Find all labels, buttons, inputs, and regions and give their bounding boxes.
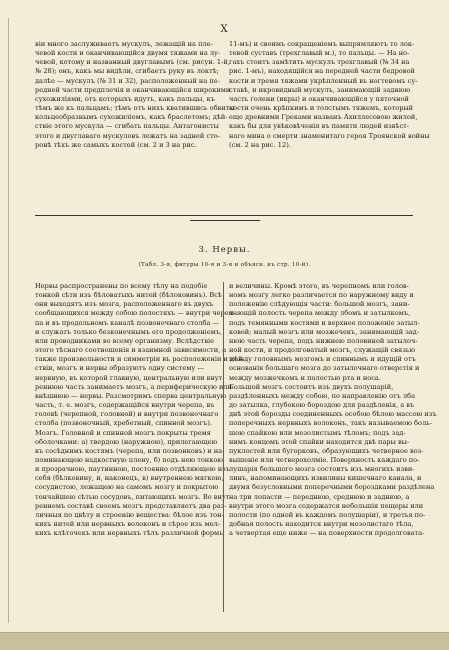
text-line: себя (бѣлковину, и, наконецъ, в) внутреннею мягкою, <box>35 474 224 483</box>
text-line: а четвертая еще ниже — на поверхности продолговата- <box>229 529 425 538</box>
text-line: кости и тремя тяжами укрѣпленный въ ногтевомъ су- <box>229 76 418 85</box>
text-line: ной кости, и продолговатый мозгъ, служащій связью <box>229 346 416 355</box>
text-line: (см. 2 на рис. 12). <box>229 140 291 149</box>
text-line: Мозгъ. Головной и спинной мозгъ покрыты тремя <box>35 428 211 437</box>
top-left-column <box>35 40 235 150</box>
text-line: раздѣленныхъ между собою, по направленію отъ лба <box>229 391 416 400</box>
text-line: головѣ (черепной, головной) и внутри позвоночнаго <box>35 410 219 419</box>
text-line: лушарія большого мозга состоитъ изъ многихъ изви- <box>229 465 415 474</box>
text-line: редней части предплечія и оканчивающійся широкими <box>35 85 231 94</box>
text-line: ронѣ тѣхъ же самыхъ костей (см. 2 и 3 на рис. <box>35 140 197 149</box>
text-line: этого тѣснаго соотношенія и взаимной зависимости, а <box>35 346 227 355</box>
text-line: поперечныхъ нервныхъ волоконъ, такъ называемою боль- <box>229 419 432 428</box>
text-line: 11-мъ) и своимъ сокращеніемъ выпрямляютъ то лок- <box>229 40 415 48</box>
text-line: между головнымъ мозгомъ и спиннымъ и идущій отъ <box>229 355 416 364</box>
text-line: сухожиліями, отъ которыхъ идутъ, какъ пальцы, къ <box>35 94 215 103</box>
text-line: ствіи, мозгъ и нервы образуютъ одну систему — <box>35 364 204 373</box>
section-title: 3. Нервы. <box>198 245 251 255</box>
text-line: какъ бы для увѣковѣченія въ памяти людей извѣст- <box>229 122 410 131</box>
text-line: часть голени (икры) и оканчивающійся у пяточной <box>229 94 409 103</box>
text-line: № 28); онъ, какъ мы видѣли, сгибаетъ руку въ локтѣ; <box>35 67 219 76</box>
text-line: подъ темянными костями и верхнее положеніе затыл- <box>229 318 420 327</box>
bottom-left-column <box>35 282 245 538</box>
section-divider-rule <box>35 215 413 216</box>
text-line: реннемъ составѣ своемъ мозгъ представляетъ два раз- <box>35 501 227 510</box>
text-line: полости (по одной въ каждомъ полушаріи), и третья по- <box>229 510 426 519</box>
text-line: реннюю часть занимаетъ мозгъ, а периферическую или <box>35 382 232 391</box>
text-line: Нервы распространены по всему тѣлу на подобіе <box>35 282 208 290</box>
text-line: віи много заслуживаетъ мускулъ, лежащій на пле- <box>35 40 213 48</box>
text-line: они выходятъ изъ мозга, расположеннаго въ двухъ <box>35 300 214 309</box>
text-line: пуклостей или бугорковъ, образующихъ четверное воз- <box>229 446 424 455</box>
text-line: тончайшею сѣтью сосудовъ, питающихъ мозгъ. Во внут- <box>35 492 232 501</box>
text-line: или проводниками во всему организму. Вслѣдствіе <box>35 336 215 345</box>
text-line: нюю часть черепа, подъ нижнею половиной затылоч- <box>229 336 418 345</box>
text-line: тѣмъ же къ пальцамъ; тѣмъ отъ нихъ кватившись обвиты <box>35 104 235 113</box>
bottom-right-column <box>229 282 437 538</box>
text-line: внутри этого мозга содержатся небольшія пещеры или <box>229 501 424 510</box>
text-line: кихъ клѣточекъ или нервныхъ тѣлъ различной формы <box>35 529 225 538</box>
page-bottom-edge <box>0 632 449 650</box>
text-line: и служатъ только безконечнымъ его продолженіемъ, <box>35 327 223 336</box>
text-line: еще древними Греками названъ Ахиллесовою жилой, <box>229 113 418 122</box>
text-line: поминающею надкостную плену, б) подъ нею тонкою <box>35 455 224 464</box>
text-line: до затылка, глубокою бороздою для раздѣленія, а въ <box>229 401 415 410</box>
text-line: нимъ концомъ этой спайки находится двѣ пары вы- <box>229 437 410 446</box>
text-line: оболочками: а) твердою (наружною), прилегающею <box>35 437 218 446</box>
text-line: кости очень крѣпкимъ и толстымъ тяжемъ, который <box>229 104 414 113</box>
text-line: положенію слѣдующія части: большой мозгъ, зани- <box>229 300 410 309</box>
text-line: чевой кости и оканчивающійся двумя тяжами на лу- <box>35 49 221 58</box>
text-line: тонкой сѣти изъ бѣловатыхъ нитей (бѣлоковинъ). Всѣ <box>35 291 222 300</box>
page-number: X <box>220 24 229 35</box>
text-line: личныя по цвѣту и строенію вещества: бѣлое изъ тон- <box>35 510 224 519</box>
text-line: внѣшнюю — нервы. Разсмотримъ сперва центральную <box>35 391 227 400</box>
text-line: основанія большаго мозга до затылочнаго отверстія и <box>229 364 420 373</box>
text-line: сосудистою, лежащею на самомъ мозгу и покрытою <box>35 483 219 492</box>
text-line: часть, т. е. мозгъ, содержащійся внутри черепа, въ <box>35 401 215 410</box>
text-line: далѣе — мускулъ (№ 31 и 32), расположенный на пе- <box>35 76 220 85</box>
text-line: чевой, котому и названный двуглавымъ (см. рисун. 1-й, <box>35 58 230 67</box>
text-line: вышеніе или четверохолміе. Поверхность каждаго по- <box>229 455 420 464</box>
text-line: шою спайкою или мозолистымъ тѣломъ; подъ зад- <box>229 428 406 437</box>
text-line: этого и двуглаваго мускуловъ лежатъ на задней сто- <box>35 131 220 140</box>
text-line: ставѣ, и икровидный мускулъ, занимающій заднюю <box>229 85 411 94</box>
text-line: также произвольности и симметріи въ расположеніи и дѣй- <box>35 355 245 364</box>
page-edge-rule <box>8 18 9 623</box>
text-line: добная полость находится внутри мозолистаго тѣла, <box>229 520 414 529</box>
text-line: на три лопасти — переднюю, среднюю и заднюю, а <box>229 492 410 501</box>
text-line: па и въ продольномъ каналѣ позвоночнаго столба — <box>35 318 220 327</box>
text-line: сообщающихся между собою полостяхъ — внутри череп- <box>35 309 236 318</box>
section-divider-short-rule <box>190 220 260 221</box>
text-line: номъ мозгу легко различается по наружному виду и <box>229 291 414 300</box>
text-line: къ сосѣднимъ костямъ (черепа, или позвонковъ) и на- <box>35 446 225 455</box>
text-line: двумя безусловными поперечными бороздками раздѣлена <box>229 483 435 492</box>
section-reference: (Табл. 3-я, фигуры 10-я и 3-я и объясн. къ стр. 10-й). <box>138 262 311 268</box>
text-line: и прозрачною, паутинною, постоянно отдѣляющею изъ <box>35 465 230 474</box>
top-right-column <box>229 40 430 150</box>
text-line: рис. 1-мъ), находящійся на передней части бедровой <box>229 67 415 76</box>
text-line: столба (позвоночный, хребетный, спинной мозгъ). <box>35 419 213 428</box>
text-line: нервную, въ которой главную, центральную или внут- <box>35 373 225 382</box>
text-line: кихъ нитей или нервныхъ волоконъ и сѣрое изъ мел- <box>35 520 221 529</box>
text-line: тевой суставъ (трехглавый м.), то пальцы. — На но- <box>229 49 410 58</box>
text-line: кольцеобразнымъ сухожиліемъ, какъ браслетомъ; дѣй- <box>35 113 228 122</box>
column-divider <box>223 282 224 612</box>
text-line: днѣ этой борозды соединенныхъ особою бѣлою массою изъ <box>229 410 437 419</box>
text-line: Большой мозгъ состоитъ изъ двухъ полушарій, <box>229 382 394 391</box>
text-line: наго мина о смерти знаменитаго героя Троянской войны <box>229 131 430 140</box>
text-line: мающій полость черепа между лбомъ и затылкомъ, <box>229 309 411 318</box>
text-line: гахъ стоитъ замѣтить мускулъ трехглавый (№ 34 на <box>229 58 410 67</box>
text-line: линъ, напоминающихъ извилины кишечнаго канала, и <box>229 474 422 483</box>
text-line: ствіе этого мускула — сгибать пальцы. Антагонисты <box>35 122 219 131</box>
text-line: между мозжечкомъ и полостью рта и носа. <box>229 373 381 382</box>
text-line: ковой; малый мозгъ или мозжечекъ, занимающій зад- <box>229 327 420 336</box>
text-line: и величины. Кромѣ этого, въ черепномъ или голов- <box>229 282 409 290</box>
